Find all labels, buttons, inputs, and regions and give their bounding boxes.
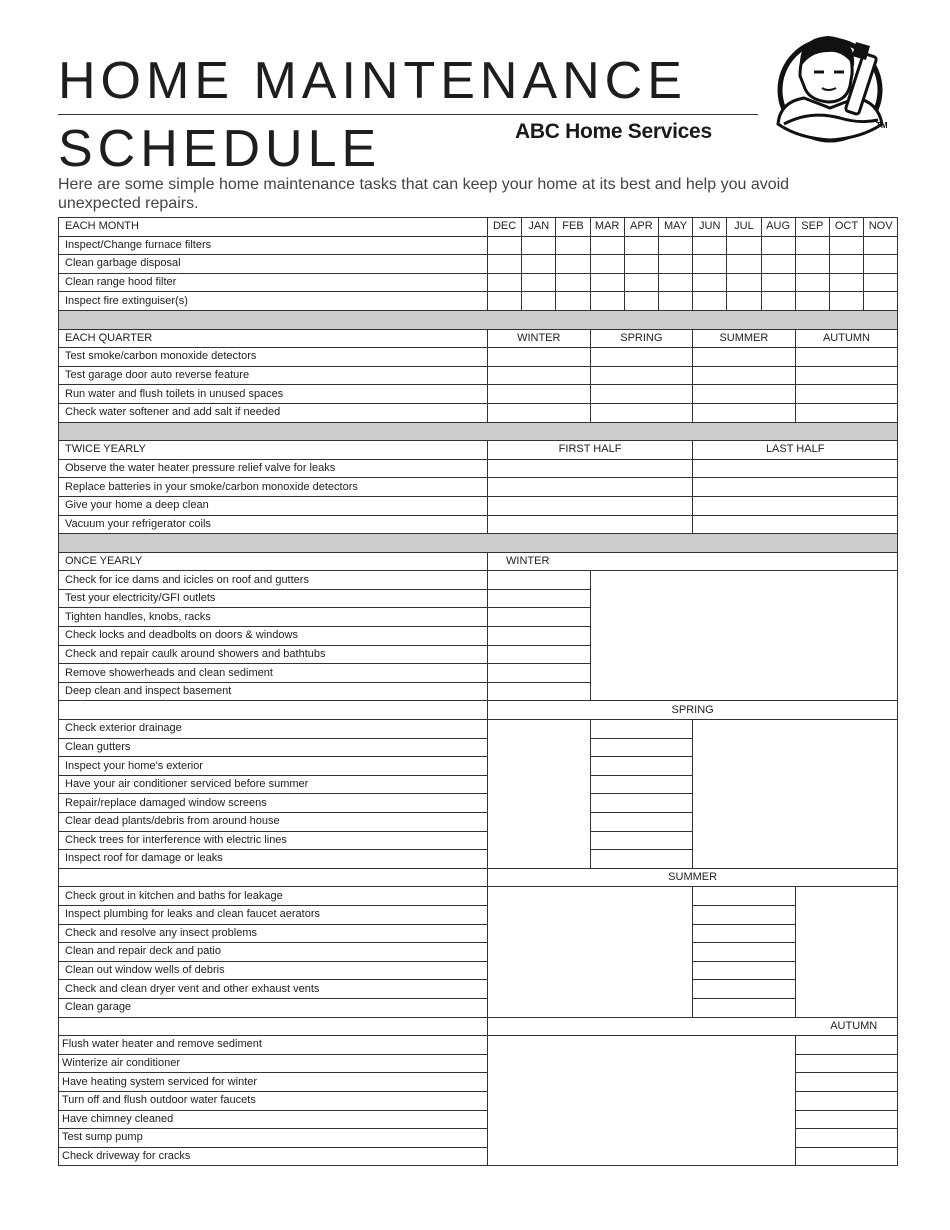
table-row	[59, 385, 898, 404]
checkbox-cell[interactable]	[488, 682, 591, 701]
month-label: MAY	[658, 218, 692, 237]
schedule-table	[58, 217, 898, 1166]
checkbox-cell[interactable]	[795, 1110, 898, 1129]
checkbox-cell[interactable]	[761, 236, 795, 255]
checkbox-cell[interactable]	[556, 255, 590, 274]
checkbox-cell[interactable]	[693, 385, 796, 404]
table-row	[59, 496, 898, 515]
checkbox-cell[interactable]	[727, 236, 761, 255]
blank-cell	[59, 1017, 488, 1036]
season-label: WINTER	[488, 552, 898, 571]
quarter-label: SPRING	[590, 329, 693, 348]
month-label: AUG	[761, 218, 795, 237]
table-row	[59, 924, 898, 943]
autumn-header-row	[59, 1017, 898, 1036]
season-label: SUMMER	[488, 868, 898, 887]
task-label: Run water and flush toilets in unused spaces	[59, 385, 488, 404]
summer-header-row	[59, 868, 898, 887]
task-label: Turn off and flush outdoor water faucets	[59, 1091, 488, 1110]
checkbox-cell[interactable]	[829, 273, 863, 292]
checkbox-cell[interactable]	[693, 496, 898, 515]
checkbox-cell[interactable]	[761, 255, 795, 274]
table-row	[59, 571, 898, 590]
checkbox-cell[interactable]	[795, 236, 829, 255]
checkbox-cell[interactable]	[795, 1036, 898, 1055]
table-row	[59, 905, 898, 924]
checkbox-cell[interactable]	[693, 403, 796, 422]
task-label: Check trees for interference with electric lines	[59, 831, 488, 850]
blank-area	[590, 571, 898, 701]
checkbox-cell[interactable]	[488, 589, 591, 608]
blank-area	[488, 887, 693, 1017]
checkbox-cell[interactable]	[522, 292, 556, 311]
checkbox-cell[interactable]	[693, 924, 796, 943]
task-label: Replace batteries in your smoke/carbon monoxide detectors	[59, 478, 488, 497]
month-label: JUN	[693, 218, 727, 237]
task-label: Check and resolve any insect problems	[59, 924, 488, 943]
table-row	[59, 515, 898, 534]
checkbox-cell[interactable]	[522, 236, 556, 255]
task-label: Inspect/Change furnace filters	[59, 236, 488, 255]
task-label: Clean range hood filter	[59, 273, 488, 292]
checkbox-cell[interactable]	[864, 273, 898, 292]
quarter-label: SUMMER	[693, 329, 796, 348]
table-row	[59, 403, 898, 422]
task-label: Test smoke/carbon monoxide detectors	[59, 348, 488, 367]
checkbox-cell[interactable]	[693, 348, 796, 367]
checkbox-cell[interactable]	[795, 385, 898, 404]
checkbox-cell[interactable]	[590, 366, 693, 385]
checkbox-cell[interactable]	[658, 292, 692, 311]
checkbox-cell[interactable]	[522, 255, 556, 274]
task-label: Have chimney cleaned	[59, 1110, 488, 1129]
checkbox-cell[interactable]	[693, 980, 796, 999]
checkbox-cell[interactable]	[795, 403, 898, 422]
title-line-1: HOME MAINTENANCE	[58, 52, 687, 110]
task-label: Repair/replace damaged window screens	[59, 794, 488, 813]
table-row	[59, 943, 898, 962]
checkbox-cell[interactable]	[488, 608, 591, 627]
checkbox-cell[interactable]	[693, 292, 727, 311]
task-label: Check and repair caulk around showers and bathtubs	[59, 645, 488, 664]
table-row	[59, 292, 898, 311]
checkbox-cell[interactable]	[727, 255, 761, 274]
checkbox-cell[interactable]	[590, 850, 693, 869]
checkbox-cell[interactable]	[693, 961, 796, 980]
task-label: Inspect roof for damage or leaks	[59, 850, 488, 869]
task-label: Have heating system serviced for winter	[59, 1073, 488, 1092]
month-label: JAN	[522, 218, 556, 237]
intro-text: Here are some simple home maintenance tasks that can keep your home at its best and help you avoid unexpected repairs.	[58, 176, 790, 212]
task-label: Deep clean and inspect basement	[59, 682, 488, 701]
checkbox-cell[interactable]	[693, 366, 796, 385]
checkbox-cell[interactable]	[658, 236, 692, 255]
quarterly-header-row	[59, 329, 898, 348]
checkbox-cell[interactable]	[590, 813, 693, 832]
checkbox-cell[interactable]	[693, 905, 796, 924]
task-label: Check water softener and add salt if needed	[59, 403, 488, 422]
task-label: Clean and repair deck and patio	[59, 943, 488, 962]
divider-cell	[59, 310, 898, 329]
half-label: LAST HALF	[693, 441, 898, 460]
season-label: AUTUMN	[488, 1017, 898, 1036]
checkbox-cell[interactable]	[488, 236, 522, 255]
table-row	[59, 980, 898, 999]
checkbox-cell[interactable]	[795, 1054, 898, 1073]
monthly-header-row	[59, 218, 898, 237]
task-label: Test sump pump	[59, 1129, 488, 1148]
table-row	[59, 887, 898, 906]
table-row	[59, 348, 898, 367]
task-label: Inspect your home’s exterior	[59, 757, 488, 776]
checkbox-cell[interactable]	[556, 236, 590, 255]
checkbox-cell[interactable]	[590, 348, 693, 367]
checkbox-cell[interactable]	[590, 720, 693, 739]
checkbox-cell[interactable]	[590, 236, 624, 255]
task-label: Test your electricity/GFI outlets	[59, 589, 488, 608]
task-label: Clean gutters	[59, 738, 488, 757]
checkbox-cell[interactable]	[488, 627, 591, 646]
checkbox-cell[interactable]	[590, 292, 624, 311]
checkbox-cell[interactable]	[488, 571, 591, 590]
checkbox-cell[interactable]	[693, 255, 727, 274]
checkbox-cell[interactable]	[864, 255, 898, 274]
checkbox-cell[interactable]	[488, 645, 591, 664]
checkbox-cell[interactable]	[522, 273, 556, 292]
checkbox-cell[interactable]	[488, 664, 591, 683]
checkbox-cell[interactable]	[795, 1129, 898, 1148]
checkbox-cell[interactable]	[693, 273, 727, 292]
table-row	[59, 366, 898, 385]
task-label: Observe the water heater pressure relief valve for leaks	[59, 459, 488, 478]
company-name: ABC Home Services	[515, 120, 712, 143]
table-row	[59, 478, 898, 497]
spring-header-row	[59, 701, 898, 720]
checkbox-cell[interactable]	[864, 236, 898, 255]
divider-cell	[59, 534, 898, 553]
title-rule	[58, 114, 758, 115]
checkbox-cell[interactable]	[624, 255, 658, 274]
table-row	[59, 236, 898, 255]
month-label: NOV	[864, 218, 898, 237]
month-label: JUL	[727, 218, 761, 237]
table-row	[59, 1036, 898, 1055]
quarter-label: WINTER	[488, 329, 591, 348]
task-label: Check locks and deadbolts on doors & windows	[59, 627, 488, 646]
section-divider	[59, 310, 898, 329]
checkbox-cell[interactable]	[488, 403, 591, 422]
checkbox-cell[interactable]	[864, 292, 898, 311]
checkbox-cell[interactable]	[761, 292, 795, 311]
checkbox-cell[interactable]	[727, 292, 761, 311]
month-label: APR	[624, 218, 658, 237]
blank-area	[795, 887, 898, 1017]
checkbox-cell[interactable]	[624, 273, 658, 292]
task-label: Clean garbage disposal	[59, 255, 488, 274]
checkbox-cell[interactable]	[795, 348, 898, 367]
task-label: Have your air conditioner serviced before summer	[59, 775, 488, 794]
checkbox-cell[interactable]	[590, 794, 693, 813]
checkbox-cell[interactable]	[590, 757, 693, 776]
task-label: Remove showerheads and clean sediment	[59, 664, 488, 683]
checkbox-cell[interactable]	[829, 292, 863, 311]
month-label: DEC	[488, 218, 522, 237]
checkbox-cell[interactable]	[693, 998, 796, 1017]
checkbox-cell[interactable]	[590, 403, 693, 422]
twice-header-row	[59, 441, 898, 460]
checkbox-cell[interactable]	[590, 738, 693, 757]
checkbox-cell[interactable]	[488, 366, 591, 385]
checkbox-cell[interactable]	[488, 255, 522, 274]
blank-area	[488, 720, 591, 869]
checkbox-cell[interactable]	[829, 255, 863, 274]
task-label: Inspect fire extinguiser(s)	[59, 292, 488, 311]
checkbox-cell[interactable]	[658, 273, 692, 292]
checkbox-cell[interactable]	[795, 1073, 898, 1092]
yearly-header-row	[59, 552, 898, 571]
table-row	[59, 720, 898, 739]
table-row	[59, 961, 898, 980]
checkbox-cell[interactable]	[556, 273, 590, 292]
task-label: Clean out window wells of debris	[59, 961, 488, 980]
blank-area	[488, 1036, 796, 1166]
checkbox-cell[interactable]	[658, 255, 692, 274]
monthly-header: EACH MONTH	[59, 218, 488, 237]
divider-cell	[59, 422, 898, 441]
month-label: OCT	[829, 218, 863, 237]
checkbox-cell[interactable]	[590, 831, 693, 850]
trademark-mark: TM	[876, 121, 888, 130]
section-divider	[59, 422, 898, 441]
title-line-2: SCHEDULE	[58, 120, 382, 178]
task-label: Clean garage	[59, 998, 488, 1017]
checkbox-cell[interactable]	[488, 496, 693, 515]
checkbox-cell[interactable]	[727, 273, 761, 292]
yearly-header: ONCE YEARLY	[59, 552, 488, 571]
checkbox-cell[interactable]	[488, 348, 591, 367]
checkbox-cell[interactable]	[488, 478, 693, 497]
checkbox-cell[interactable]	[624, 236, 658, 255]
quarterly-header: EACH QUARTER	[59, 329, 488, 348]
half-label: FIRST HALF	[488, 441, 693, 460]
quarter-label: AUTUMN	[795, 329, 898, 348]
checkbox-cell[interactable]	[624, 292, 658, 311]
checkbox-cell[interactable]	[488, 385, 591, 404]
task-label: Clear dead plants/debris from around house	[59, 813, 488, 832]
checkbox-cell[interactable]	[829, 236, 863, 255]
checkbox-cell[interactable]	[488, 459, 693, 478]
twice-header: TWICE YEARLY	[59, 441, 488, 460]
checkbox-cell[interactable]	[795, 1091, 898, 1110]
checkbox-cell[interactable]	[795, 273, 829, 292]
table-row	[59, 255, 898, 274]
checkbox-cell[interactable]	[761, 273, 795, 292]
section-divider	[59, 534, 898, 553]
checkbox-cell[interactable]	[693, 478, 898, 497]
table-row	[59, 273, 898, 292]
checkbox-cell[interactable]	[488, 292, 522, 311]
handyman-mascot-icon	[770, 28, 895, 146]
task-label: Check grout in kitchen and baths for leakage	[59, 887, 488, 906]
checkbox-cell[interactable]	[590, 255, 624, 274]
checkbox-cell[interactable]	[590, 385, 693, 404]
task-label: Tighten handles, knobs, racks	[59, 608, 488, 627]
blank-cell	[59, 868, 488, 887]
season-label: SPRING	[488, 701, 898, 720]
task-label: Vacuum your refrigerator coils	[59, 515, 488, 534]
table-row	[59, 459, 898, 478]
task-label: Test garage door auto reverse feature	[59, 366, 488, 385]
checkbox-cell[interactable]	[795, 1147, 898, 1166]
checkbox-cell[interactable]	[795, 366, 898, 385]
task-label: Check exterior drainage	[59, 720, 488, 739]
blank-area	[693, 720, 898, 869]
task-label: Winterize air conditioner	[59, 1054, 488, 1073]
month-label: FEB	[556, 218, 590, 237]
checkbox-cell[interactable]	[693, 943, 796, 962]
checkbox-cell[interactable]	[488, 515, 693, 534]
checkbox-cell[interactable]	[795, 255, 829, 274]
task-label: Give your home a deep clean	[59, 496, 488, 515]
checkbox-cell[interactable]	[693, 887, 796, 906]
checkbox-cell[interactable]	[693, 515, 898, 534]
checkbox-cell[interactable]	[556, 292, 590, 311]
task-label: Check for ice dams and icicles on roof and gutters	[59, 571, 488, 590]
blank-cell	[59, 701, 488, 720]
checkbox-cell[interactable]	[590, 775, 693, 794]
checkbox-cell[interactable]	[590, 273, 624, 292]
task-label: Check driveway for cracks	[59, 1147, 488, 1166]
task-label: Check and clean dryer vent and other exhaust vents	[59, 980, 488, 999]
task-label: Flush water heater and remove sediment	[59, 1036, 488, 1055]
table-row	[59, 998, 898, 1017]
checkbox-cell[interactable]	[488, 273, 522, 292]
task-label: Inspect plumbing for leaks and clean faucet aerators	[59, 905, 488, 924]
checkbox-cell[interactable]	[693, 236, 727, 255]
checkbox-cell[interactable]	[795, 292, 829, 311]
month-label: SEP	[795, 218, 829, 237]
checkbox-cell[interactable]	[693, 459, 898, 478]
month-label: MAR	[590, 218, 624, 237]
